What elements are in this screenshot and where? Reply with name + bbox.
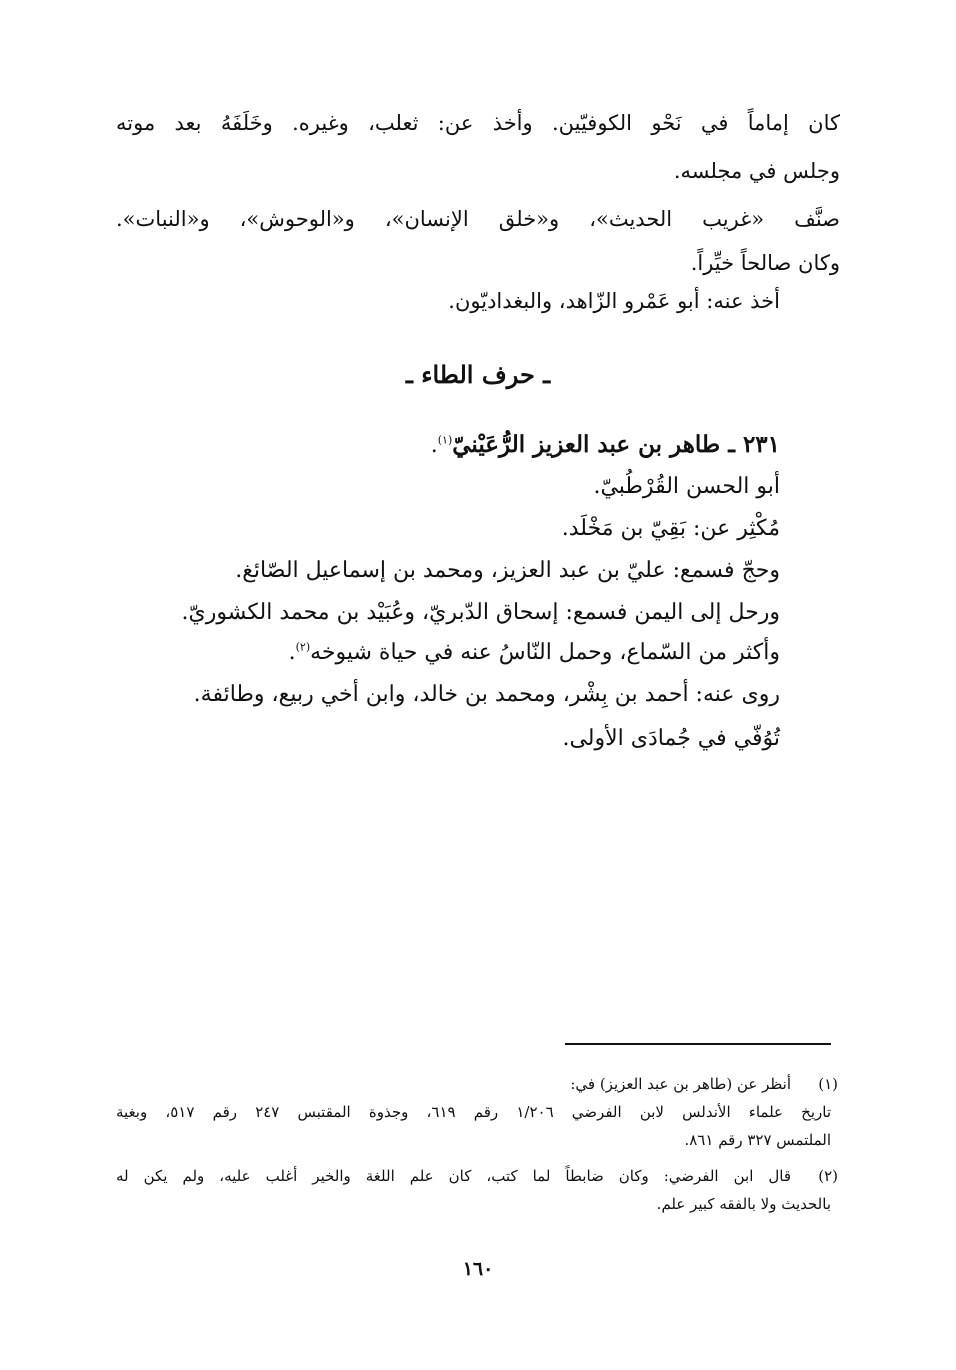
- entry-line-5: [116, 638, 780, 668]
- footnote-2-marker: (٢): [818, 1167, 838, 1185]
- footnote-1-line-1: أنظر عن (طاهر بن عبد العزيز) في:: [570, 1075, 791, 1093]
- entry-line-3: وحجّ فسمع: عليّ بن عبد العزيز، ومحمد بن إسماعيل الصّائغ.: [235, 558, 780, 583]
- footnote-1-marker: (١): [818, 1075, 838, 1093]
- intro-line-4: وكان صالحاً خيِّراً.: [690, 251, 840, 275]
- footnote-1-line-3: الملتمس ٣٢٧ رقم ٨٦١.: [684, 1131, 831, 1149]
- entry-line-5-end: .: [288, 640, 296, 665]
- entry-line-4: ورحل إلى اليمن فسمع: إسحاق الدّبريّ، وعُبَيْد بن محمد الكشوريّ.: [181, 600, 780, 625]
- entry-title-line: [116, 430, 780, 461]
- entry-line-7: تُوُفّي في جُمادَى الأولى.: [562, 726, 780, 751]
- entry-title: ٢٣١ ـ طاهر بن عبد العزيز الرُّعَيْنيّ: [452, 431, 780, 458]
- footnote-ref-1: (١): [437, 433, 453, 447]
- footnote-2-line-2: بالحديث ولا بالفقه كبير علم.: [656, 1195, 831, 1213]
- footnote-2-line-1: قال ابن الفرضي: وكان ضابطاً لما كتب، كان علم اللغة والخير أغلب عليه، ولم يكن له: [116, 1167, 791, 1185]
- entry-line-2: مُكْثِر عن: بَقِيّ بن مَخْلَد.: [561, 516, 780, 541]
- section-heading: ـ حرف الطاء ـ: [405, 360, 551, 389]
- intro-line-5: أخذ عنه: أبو عَمْرو الزّاهد، والبغداديّون.: [448, 289, 780, 313]
- entry-line-6: روى عنه: أحمد بن بِشْر، ومحمد بن خالد، وابن أخي ربيع، وطائفة.: [193, 682, 780, 707]
- footnote-separator: [565, 1043, 831, 1045]
- footnote-1-line-2: تاريخ علماء الأندلس لابن الفرضي ١/٢٠٦ رقم ٦١٩، وجذوة المقتبس ٢٤٧ رقم ٥١٧، وبغية: [116, 1103, 832, 1121]
- entry-line-1: أبو الحسن القُرْطُبيّ.: [593, 474, 780, 499]
- entry-title-end: .: [430, 433, 438, 458]
- entry-line-5-text: وأكثر من السّماع، وحمل النّاسُ عنه في حياة شيوخه: [310, 640, 780, 665]
- intro-line-2: وجلس في مجلسه.: [673, 159, 840, 183]
- intro-line-3: صنَّف «غريب الحديث»، و«خلق الإنسان»، و«الوحوش»، و«النبات».: [116, 207, 840, 231]
- footnote-ref-2: (٢): [295, 640, 311, 654]
- page-number: ١٦٠: [462, 1258, 494, 1280]
- intro-line-1: كان إماماً في نَحْو الكوفيّين. وأخذ عن: ثعلب، وغيره. وخَلَفَهُ بعد موته: [116, 111, 840, 135]
